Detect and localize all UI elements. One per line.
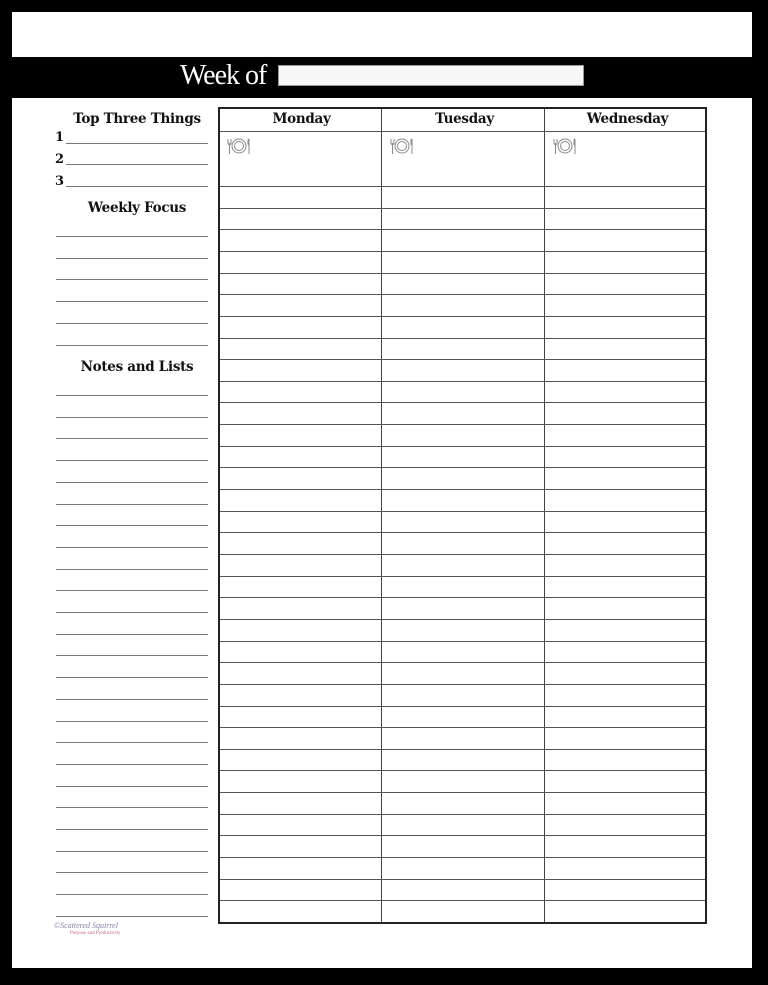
day-header-monday: Monday bbox=[272, 111, 331, 127]
schedule-row-line[interactable] bbox=[220, 208, 705, 209]
schedule-row-line[interactable] bbox=[220, 662, 705, 663]
notes-line[interactable] bbox=[56, 438, 208, 439]
top-three-number-2: 2 bbox=[55, 152, 65, 167]
schedule-row-line[interactable] bbox=[220, 273, 705, 274]
schedule-row-line[interactable] bbox=[220, 511, 705, 512]
notes-line[interactable] bbox=[56, 395, 208, 396]
schedule-row-line[interactable] bbox=[220, 446, 705, 447]
plate-fork-knife-icon bbox=[225, 137, 253, 155]
header-divider bbox=[220, 131, 705, 132]
schedule-row-line[interactable] bbox=[220, 597, 705, 598]
notes-line[interactable] bbox=[56, 742, 208, 743]
weekly-focus-line[interactable] bbox=[56, 323, 208, 324]
schedule-row-line[interactable] bbox=[220, 424, 705, 425]
notes-line[interactable] bbox=[56, 851, 208, 852]
schedule-row-line[interactable] bbox=[220, 489, 705, 490]
notes-line[interactable] bbox=[56, 525, 208, 526]
logo-text: ©Scattered Squirrel bbox=[54, 921, 118, 930]
schedule-row-line[interactable] bbox=[220, 900, 705, 901]
weekly-focus-line[interactable] bbox=[56, 236, 208, 237]
schedule-row-line[interactable] bbox=[220, 792, 705, 793]
notes-line[interactable] bbox=[56, 547, 208, 548]
notes-line[interactable] bbox=[56, 894, 208, 895]
top-three-line-3[interactable] bbox=[66, 186, 208, 187]
column-divider bbox=[544, 109, 545, 922]
brand-logo bbox=[54, 922, 121, 938]
schedule-row-line[interactable] bbox=[220, 835, 705, 836]
schedule-row-line[interactable] bbox=[220, 229, 705, 230]
weekly-focus-line[interactable] bbox=[56, 258, 208, 259]
notes-title: Notes and Lists bbox=[80, 359, 194, 375]
logo-subtext: Purpose and Productivity bbox=[70, 931, 121, 936]
notes-line[interactable] bbox=[56, 569, 208, 570]
notes-line[interactable] bbox=[56, 634, 208, 635]
notes-line[interactable] bbox=[56, 677, 208, 678]
top-three-line-1[interactable] bbox=[66, 143, 208, 144]
notes-line[interactable] bbox=[56, 764, 208, 765]
schedule-row-line[interactable] bbox=[220, 576, 705, 577]
schedule-row-line[interactable] bbox=[220, 338, 705, 339]
notes-line[interactable] bbox=[56, 699, 208, 700]
weekly-focus-line[interactable] bbox=[56, 345, 208, 346]
notes-line[interactable] bbox=[56, 786, 208, 787]
schedule-row-line[interactable] bbox=[220, 251, 705, 252]
schedule-row-line[interactable] bbox=[220, 381, 705, 382]
notes-line[interactable] bbox=[56, 721, 208, 722]
week-of-header bbox=[12, 57, 752, 98]
schedule-row-line[interactable] bbox=[220, 467, 705, 468]
day-header-wednesday: Wednesday bbox=[586, 111, 669, 127]
week-of-label: Week of bbox=[180, 60, 267, 91]
schedule-row-line[interactable] bbox=[220, 554, 705, 555]
column-divider bbox=[381, 109, 382, 922]
schedule-row-line[interactable] bbox=[220, 814, 705, 815]
top-three-title: Top Three Things bbox=[73, 111, 201, 127]
schedule-row-line[interactable] bbox=[220, 749, 705, 750]
notes-line[interactable] bbox=[56, 872, 208, 873]
notes-line[interactable] bbox=[56, 460, 208, 461]
schedule-row-line[interactable] bbox=[220, 294, 705, 295]
top-three-number-3: 3 bbox=[55, 174, 65, 189]
schedule-row-line[interactable] bbox=[220, 770, 705, 771]
notes-line[interactable] bbox=[56, 807, 208, 808]
notes-line[interactable] bbox=[56, 590, 208, 591]
top-three-number-1: 1 bbox=[55, 130, 65, 145]
schedule-row-line[interactable] bbox=[220, 402, 705, 403]
schedule-row-line[interactable] bbox=[220, 857, 705, 858]
day-schedule-table bbox=[218, 107, 707, 924]
schedule-row-line[interactable] bbox=[220, 186, 705, 187]
schedule-row-line[interactable] bbox=[220, 316, 705, 317]
planner-page bbox=[12, 12, 752, 968]
weekly-focus-title: Weekly Focus bbox=[87, 200, 187, 216]
schedule-row-line[interactable] bbox=[220, 619, 705, 620]
day-header-tuesday: Tuesday bbox=[435, 111, 494, 127]
weekly-focus-line[interactable] bbox=[56, 279, 208, 280]
plate-fork-knife-icon bbox=[388, 137, 416, 155]
weekly-focus-line[interactable] bbox=[56, 301, 208, 302]
schedule-row-line[interactable] bbox=[220, 706, 705, 707]
week-of-input[interactable] bbox=[278, 65, 584, 86]
schedule-row-line[interactable] bbox=[220, 359, 705, 360]
notes-line[interactable] bbox=[56, 655, 208, 656]
schedule-row-line[interactable] bbox=[220, 879, 705, 880]
notes-line[interactable] bbox=[56, 829, 208, 830]
notes-line[interactable] bbox=[56, 504, 208, 505]
schedule-row-line[interactable] bbox=[220, 684, 705, 685]
notes-line[interactable] bbox=[56, 916, 208, 917]
schedule-row-line[interactable] bbox=[220, 532, 705, 533]
schedule-row-line[interactable] bbox=[220, 727, 705, 728]
notes-line[interactable] bbox=[56, 612, 208, 613]
top-three-line-2[interactable] bbox=[66, 164, 208, 165]
notes-line[interactable] bbox=[56, 482, 208, 483]
plate-fork-knife-icon bbox=[551, 137, 579, 155]
schedule-row-line[interactable] bbox=[220, 641, 705, 642]
notes-line[interactable] bbox=[56, 417, 208, 418]
